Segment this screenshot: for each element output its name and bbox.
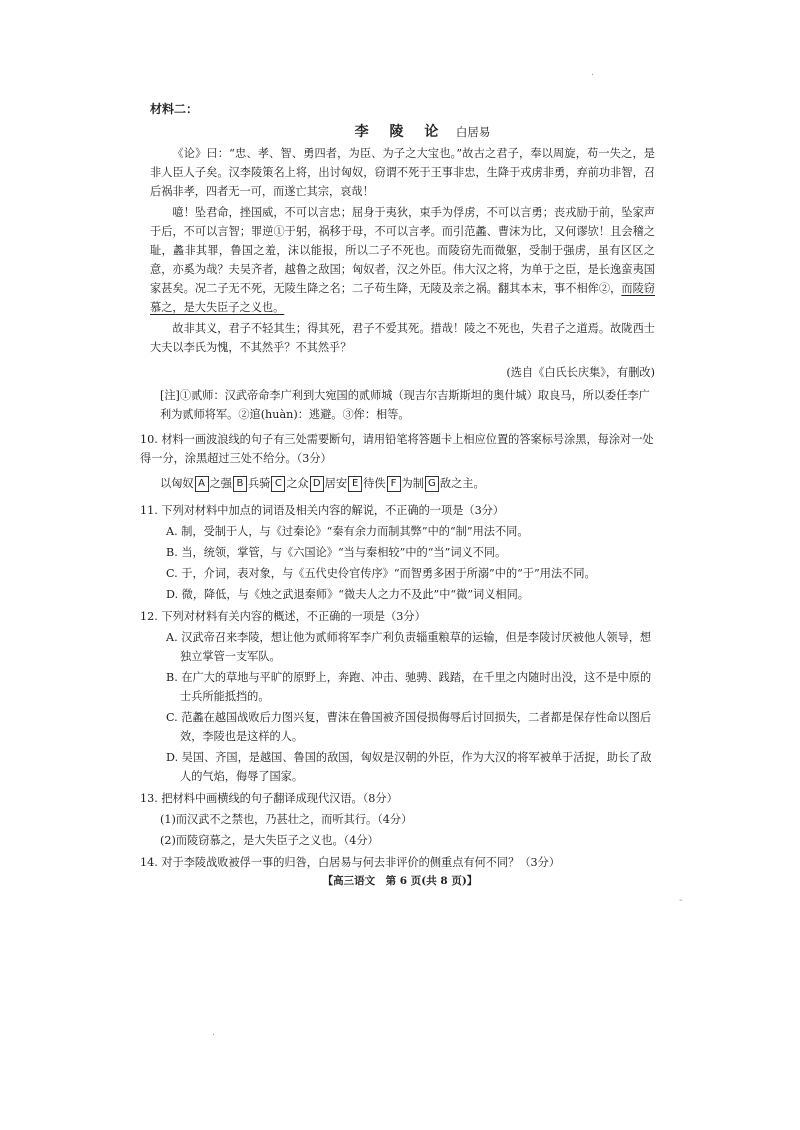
question-12-option-c[interactable]: C. 范蠡在越国战败后力图兴复，曹沫在鲁国被齐国侵损侮辱后讨回损失，二者都是保存性命以图后效，李陵也是这样的人。	[166, 711, 652, 743]
question-12-option-a[interactable]: A. 汉武帝召来李陵，想让他为贰师将军李广利负责辎重粮草的运输，但是李陵讨厌被他人领导，想独立掌管一支军队。	[166, 631, 652, 663]
underlined-sentence: 而陵窃慕之，是大失臣子之义也。	[150, 282, 655, 314]
essay-paragraph-2-text: 噫！坠君命，挫国威，不可以言忠；屈身于夷狄，束手为俘虏，不可以言勇；丧戎励于前，坠家声于后，不可以言智；罪逆①于躬，祸移于母，不可以言孝。而引范蠡、曹沫为比，又何谬欤！且会稽之耻，蠡非其罪，鲁国之羞，沫以能报，所以二子不死也。而陵窃先而微躯，受制于强虏，虽有区区之意，亦奚为哉？夫吴齐者，越鲁之敌国；匈奴者，汉之外臣。伟大汉之将，为单于之臣，是长逸蛮夷国家甚矣。况二子无不死，无陵生降之名；二子苟生降，无陵及亲之祸。翻其本末，事不相侔②，	[150, 206, 655, 295]
essay-note-text: [注]①贰师：汉武帝命李广利到大宛国的贰师城（现吉尔吉斯斯坦的奥什城）取良马，所以委任李广利为贰师将军。②逭(huàn)：逃避。③侔：相等。	[160, 389, 650, 421]
question-13-part-1: (1)而汉武不之禁也，乃甚壮之，而听其行。（4分）	[160, 813, 413, 826]
document-body	[140, 100, 655, 874]
break-box-b[interactable]: B	[233, 476, 247, 492]
question-12-option-b[interactable]: B. 在广大的草地与平旷的原野上，奔跑、冲击、驰骋、践踏，在千里之内随时出没，这不是中原的士兵所能抵挡的。	[166, 671, 652, 703]
break-box-g[interactable]: G	[425, 476, 439, 492]
question-10-sentence	[160, 474, 655, 493]
essay-note	[150, 386, 655, 424]
question-10: 10. 材料一画波浪线的句子有三处需要断句，请用铅笔将答题卡上相应位置的答案标号涂黑，每涂对一处得一分，涂黑超过三处不给分。（3分）	[140, 433, 654, 465]
scan-speck: -	[679, 895, 683, 906]
scan-speck: ·	[591, 70, 595, 81]
sentence-part: 待佚	[363, 477, 386, 490]
essay-paragraph-3: 故非其义，君子不轻其生；得其死，君子不爱其死。措哉！陵之不死也，失君子之道焉。故陇西士大夫以李氏为愧，不其然乎？不其然乎？	[150, 322, 655, 354]
question-11-option-b[interactable]: B. 当，统领，掌管，与《六国论》“当与秦相较”中的“当”词义不同。	[166, 546, 507, 559]
sentence-part: 以匈奴	[160, 477, 194, 490]
sentence-part: 敌之主。	[439, 477, 485, 490]
sentence-part: 为制	[401, 477, 424, 490]
question-11-option-d[interactable]: D. 微，降低，与《烛之武退秦师》“微夫人之力不及此”中“微”词义相同。	[166, 588, 529, 601]
question-13-part-2: (2)而陵窃慕之，是大失臣子之义也。（4分）	[160, 834, 379, 847]
break-box-d[interactable]: D	[310, 476, 324, 492]
essay-title: 李 陵 论	[354, 124, 447, 140]
break-box-e[interactable]: E	[348, 476, 362, 492]
page-footer: 【高三语文 第 6 页(共 8 页)】	[322, 875, 478, 887]
sentence-part: 居安	[324, 477, 348, 490]
essay-author: 白居易	[455, 125, 491, 139]
question-11-option-c[interactable]: C. 于，介词，表对象，与《五代史伶官传序》“而智勇多困于所溺”中的“于”用法不同。	[166, 567, 596, 580]
question-11: 11. 下列对材料中加点的词语及相关内容的解说，不正确的一项是（3分）	[140, 504, 505, 517]
break-box-f[interactable]: F	[387, 476, 401, 492]
sentence-part: 之众	[286, 477, 309, 490]
essay-paragraph-2	[150, 203, 655, 317]
material-heading: 材料二：	[150, 102, 199, 116]
essay-paragraph-1: 《论》曰：“忠、孝、智、勇四者，为臣、为子之大宝也。”故古之君子，奉以周旋，苟一失之，是非人臣人子矣。汉李陵策名上将，出讨匈奴，窃谓不死于王事非忠，生降于戎虏非勇，弃前功非智，召后祸非孝，四者无一可，而遂亡其宗，哀哉！	[150, 147, 655, 198]
break-box-a[interactable]: A	[195, 476, 209, 492]
essay-source: (选自《白氏长庆集》，有删改)	[506, 366, 655, 379]
question-14: 14. 对于李陵战败被俘一事的归咎，白居易与何去非评价的侧重点有何不同？（3分）	[140, 856, 561, 869]
question-12-option-d[interactable]: D. 吴国、齐国，是越国、鲁国的敌国，匈奴是汉朝的外臣，作为大汉的将军被单于活捉，助长了敌人的气焰，侮辱了国家。	[166, 751, 652, 783]
question-13: 13. 把材料中画横线的句子翻译成现代汉语。（8分）	[140, 792, 398, 805]
scan-speck: ·	[212, 1030, 216, 1041]
sentence-part: 之强	[209, 477, 232, 490]
sentence-part: 兵骑	[247, 477, 271, 490]
question-12: 12. 下列对材料有关内容的概述，不正确的一项是（3分）	[140, 610, 426, 623]
break-box-c[interactable]: C	[271, 476, 285, 492]
question-11-option-a[interactable]: A. 制，受制于人，与《过秦论》“秦有余力而制其弊”中的“制”用法不同。	[166, 525, 529, 538]
essay-title-line	[190, 123, 655, 142]
